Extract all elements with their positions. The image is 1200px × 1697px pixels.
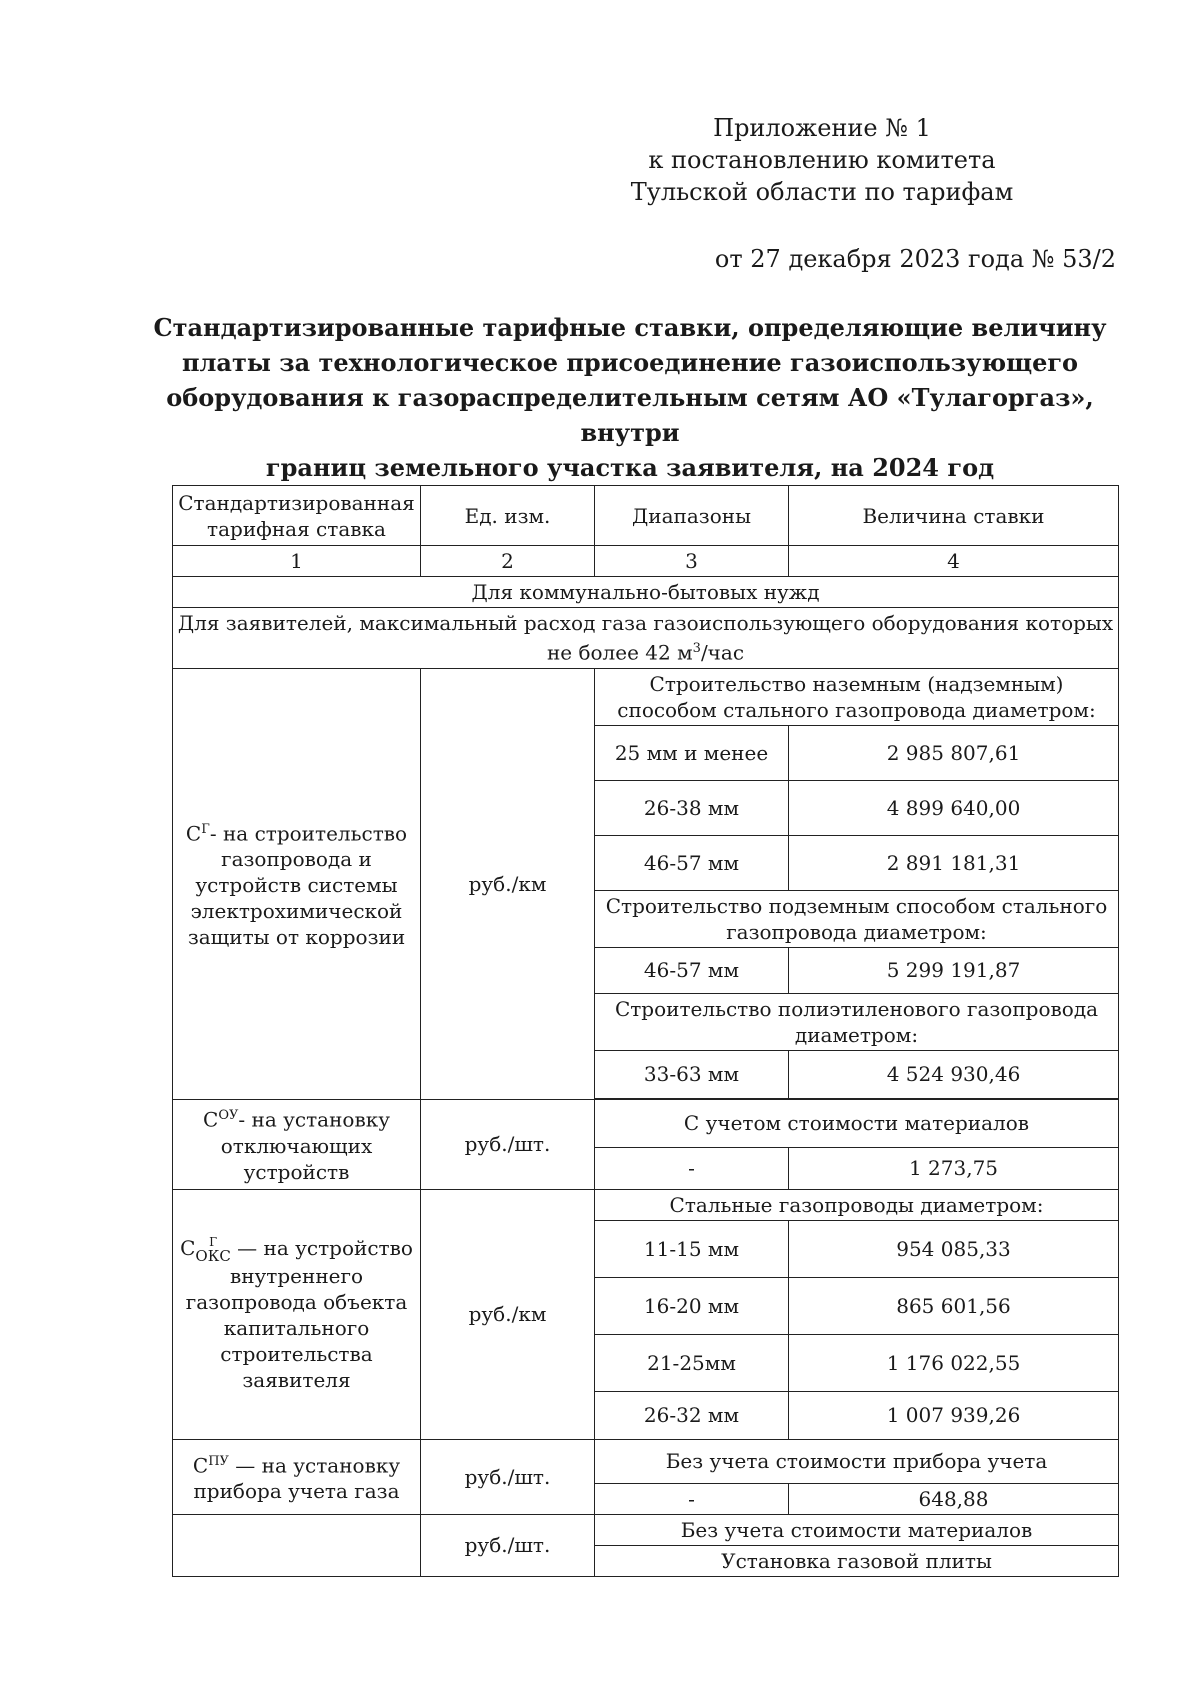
rate-pu-cell bbox=[173, 1439, 421, 1514]
oks-value-3: 1 176 022,55 bbox=[789, 1334, 1119, 1391]
header-range: Диапазоны bbox=[595, 486, 789, 546]
g-range-5: 33-63 мм bbox=[595, 1050, 789, 1098]
oks-value-1: 954 085,33 bbox=[789, 1220, 1119, 1277]
g-value-1: 2 985 807,61 bbox=[789, 725, 1119, 780]
g-value-2: 4 899 640,00 bbox=[789, 780, 1119, 835]
rate-ou-sup: ОУ bbox=[218, 1108, 239, 1124]
g-value-5: 4 524 930,46 bbox=[789, 1050, 1119, 1098]
g-range-3: 46-57 мм bbox=[595, 835, 789, 890]
rate-g-text: - на строительство газопровода и устройств системы электрохимической защиты от коррозии bbox=[187, 821, 408, 950]
appendix-block bbox=[612, 112, 1032, 208]
g-subhead3: Строительство полиэтиленового газопровода диаметром: bbox=[595, 993, 1119, 1050]
title-line3: оборудования к газораспределительным сетям АО «Тулагоргаз», внутри bbox=[166, 383, 1094, 447]
rate-oks-text: — на устройство внутреннего газопровода объекта капитального строительства заявителя bbox=[185, 1235, 413, 1393]
pu-value: 648,88 bbox=[789, 1483, 1119, 1514]
rate-g-letter: С bbox=[185, 821, 202, 846]
rate-oks-sup: Г bbox=[209, 1235, 218, 1250]
g-range-2: 26-38 мм bbox=[595, 780, 789, 835]
g-subhead1-row bbox=[173, 668, 1119, 725]
last-subhead2: Установка газовой плиты bbox=[595, 1545, 1119, 1576]
last-subhead1-row bbox=[173, 1514, 1119, 1545]
last-unit: руб./шт. bbox=[421, 1514, 595, 1576]
col-number-1: 1 bbox=[173, 546, 421, 577]
oks-range-2: 16-20 мм bbox=[595, 1277, 789, 1334]
oks-subhead-row bbox=[173, 1189, 1119, 1220]
rate-pu-letter: С bbox=[192, 1453, 209, 1478]
last-rate-cell bbox=[173, 1514, 421, 1576]
ou-subhead: С учетом стоимости материалов bbox=[595, 1099, 1119, 1147]
pu-range: - bbox=[595, 1483, 789, 1514]
ou-value: 1 273,75 bbox=[789, 1147, 1119, 1189]
section-household: Для коммунально-бытовых нужд bbox=[173, 577, 1119, 608]
g-subhead1: Строительство наземным (надземным) способом стального газопровода диаметром: bbox=[595, 668, 1119, 725]
section-applicants-text: Для заявителей, максимальный расход газа газоиспользующего оборудования которых не более 42 м bbox=[177, 611, 1114, 665]
cubic-sup: 3 bbox=[692, 641, 701, 656]
rate-g-unit: руб./км bbox=[421, 668, 595, 1099]
rate-pu-sup: ПУ bbox=[208, 1453, 229, 1469]
pu-subhead-row bbox=[173, 1439, 1119, 1483]
rate-oks-index bbox=[195, 1235, 231, 1266]
pu-subhead: Без учета стоимости прибора учета bbox=[595, 1439, 1119, 1483]
title-line2: платы за технологическое присоединение газоиспользующего bbox=[181, 348, 1079, 377]
oks-range-4: 26-32 мм bbox=[595, 1391, 789, 1439]
title-line1: Стандартизированные тарифные ставки, определяющие величину bbox=[153, 313, 1107, 342]
g-range-4: 46-57 мм bbox=[595, 947, 789, 993]
col-number-2: 2 bbox=[421, 546, 595, 577]
resolution-date: от 27 декабря 2023 года № 53/2 bbox=[714, 245, 1116, 273]
rate-g-cell bbox=[173, 668, 421, 1099]
section-row-applicants bbox=[173, 608, 1119, 669]
header-row bbox=[173, 486, 1119, 546]
g-range-1: 25 мм и менее bbox=[595, 725, 789, 780]
header-rate: Стандартизированная тарифная ставка bbox=[173, 486, 421, 546]
appendix-line1: Приложение № 1 bbox=[713, 114, 931, 142]
oks-subhead: Стальные газопроводы диаметром: bbox=[595, 1189, 1119, 1220]
rate-oks-sub: ОКС bbox=[195, 1247, 231, 1266]
document-title bbox=[150, 310, 1110, 485]
col-number-4: 4 bbox=[789, 546, 1119, 577]
rate-oks-cell bbox=[173, 1189, 421, 1439]
rate-ou-unit: руб./шт. bbox=[421, 1099, 595, 1189]
ou-subhead-row bbox=[173, 1099, 1119, 1147]
section-row-household bbox=[173, 577, 1119, 608]
oks-value-4: 1 007 939,26 bbox=[789, 1391, 1119, 1439]
rate-pu-text: — на установку прибора учета газа bbox=[193, 1453, 401, 1504]
rate-ou-letter: С bbox=[203, 1107, 219, 1132]
section-applicants-tail: /час bbox=[700, 640, 745, 665]
title-line4: границ земельного участка заявителя, на 2024 год bbox=[265, 453, 995, 482]
rate-oks-letter: С bbox=[180, 1235, 196, 1260]
g-value-3: 2 891 181,31 bbox=[789, 835, 1119, 890]
oks-range-1: 11-15 мм bbox=[595, 1220, 789, 1277]
rate-ou-text: - на установку отключающих устройств bbox=[220, 1107, 390, 1184]
g-value-4: 5 299 191,87 bbox=[789, 947, 1119, 993]
rate-ou-cell bbox=[173, 1099, 421, 1189]
last-subhead1: Без учета стоимости материалов bbox=[595, 1514, 1119, 1545]
appendix-line2: к постановлению комитета bbox=[648, 146, 996, 174]
ou-range: - bbox=[595, 1147, 789, 1189]
oks-value-2: 865 601,56 bbox=[789, 1277, 1119, 1334]
oks-range-3: 21-25мм bbox=[595, 1334, 789, 1391]
header-unit: Ед. изм. bbox=[421, 486, 595, 546]
rate-g-sup: Г bbox=[201, 821, 210, 837]
column-number-row bbox=[173, 546, 1119, 577]
header-value: Величина ставки bbox=[789, 486, 1119, 546]
rate-pu-unit: руб./шт. bbox=[421, 1439, 595, 1514]
g-subhead2: Строительство подземным способом стального газопровода диаметром: bbox=[595, 890, 1119, 947]
rate-oks-unit: руб./км bbox=[421, 1189, 595, 1439]
col-number-3: 3 bbox=[595, 546, 789, 577]
section-applicants bbox=[173, 608, 1119, 669]
appendix-line3: Тульской области по тарифам bbox=[630, 178, 1014, 206]
tariff-table bbox=[172, 485, 1119, 1577]
